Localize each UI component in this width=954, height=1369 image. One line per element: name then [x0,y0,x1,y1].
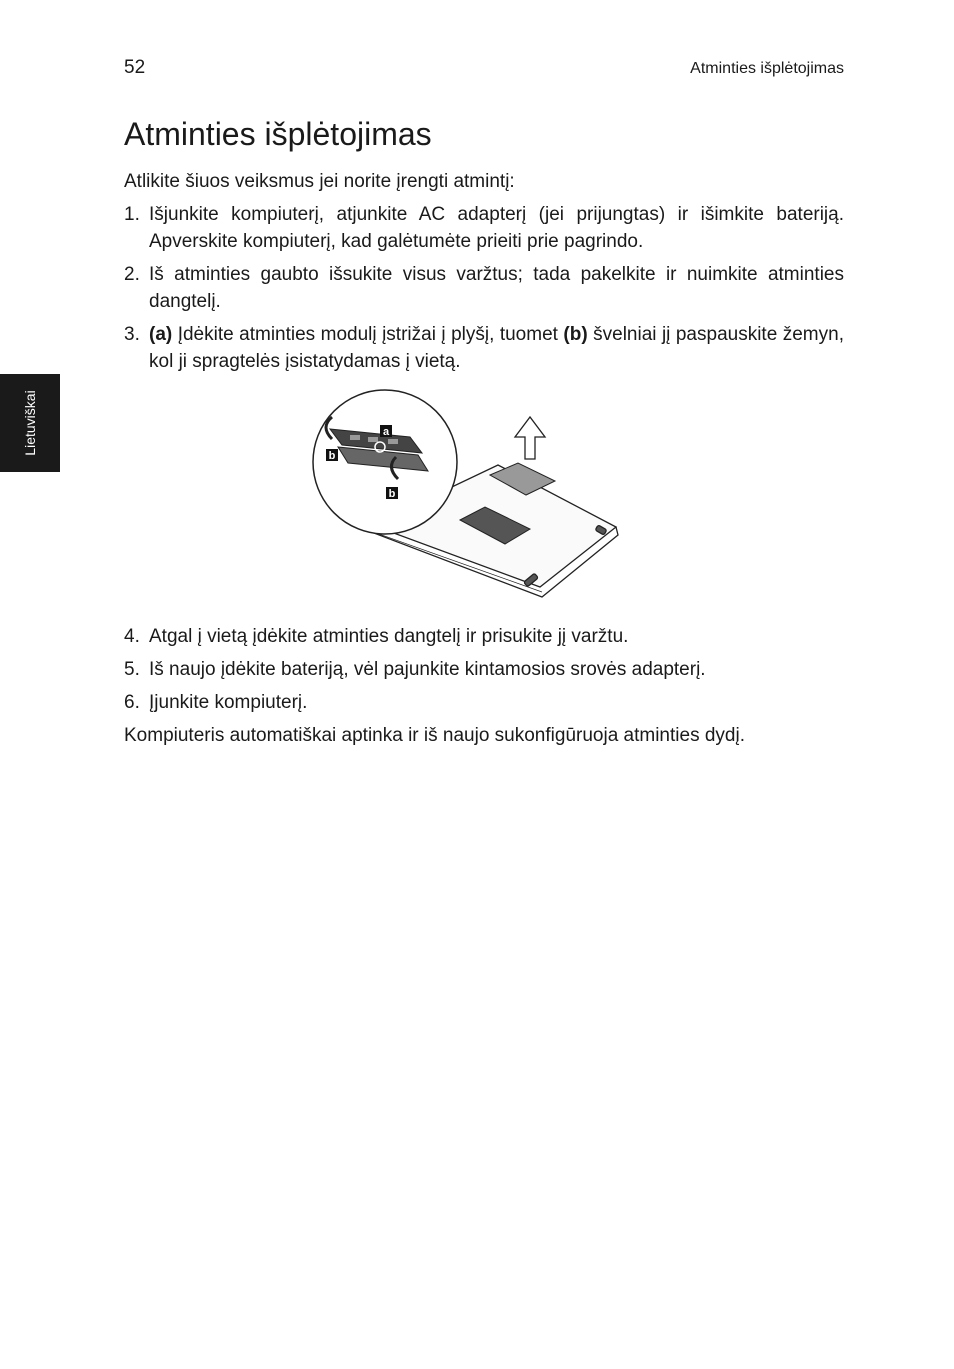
step-text: Iš naujo įdėkite bateriją, vėl pajunkite kintamosios srovės adapterį. [149,659,706,680]
step-item [124,656,844,683]
callout-b-left [326,449,338,462]
step-text: Iš atminties gaubto išsukite visus varžtus; tada pakelkite ir nuimkite atminties dangtelį. [149,264,844,312]
step-text-b: švelniai jį paspauskite žemyn, kol ji spragtelės įsistatydamas į vietą. [149,324,844,372]
page-number: 52 [124,57,146,78]
step-label-b: (b) [563,324,588,345]
step-text-a: Įdėkite atminties modulį įstrižai į plyšį, tuomet [177,324,558,345]
intro-text: Atlikite šiuos veiksmus jei norite įrengti atmintį: [124,171,515,192]
steps-list-continued [124,623,844,716]
step-number: 3. [124,324,140,345]
language-side-tab-label: Lietuviškai [22,390,38,456]
page-content [124,168,844,749]
running-header: Atminties išplėtojimas [690,60,844,77]
step-number: 1. [124,204,140,225]
step-item [124,689,844,716]
step-number: 6. [124,692,140,713]
step-item [124,261,844,315]
step-item [124,321,844,375]
memory-install-illustration [310,387,630,605]
step-number: 4. [124,626,140,647]
step-text: Atgal į vietą įdėkite atminties dangtelį ir prisukite jį varžtu. [149,626,629,647]
steps-list [124,201,844,375]
step-text: Įjunkite kompiuterį. [149,692,308,713]
callout-b-label: b [388,488,396,500]
callout-b-right [386,487,398,500]
language-side-tab [0,374,60,472]
callout-a-label: a [382,426,390,438]
lift-arrow-icon [515,417,545,459]
step-item [124,201,844,255]
step-number: 5. [124,659,140,680]
callout-b-label: b [328,450,336,462]
page-title: Atminties išplėtojimas [124,116,432,152]
step-number: 2. [124,264,140,285]
outro-text: Kompiuteris automatiškai aptinka ir iš naujo sukonfigūruoja atminties dydį. [124,725,745,746]
callout-a [380,425,392,438]
step-item [124,623,844,650]
step-label-a: (a) [149,324,173,345]
step-text: Išjunkite kompiuterį, atjunkite AC adapterį (jei prijungtas) ir išimkite bateriją. Apverskite kompiuterį, kad galėtumėte prieiti prie pagrindo. [149,204,844,252]
